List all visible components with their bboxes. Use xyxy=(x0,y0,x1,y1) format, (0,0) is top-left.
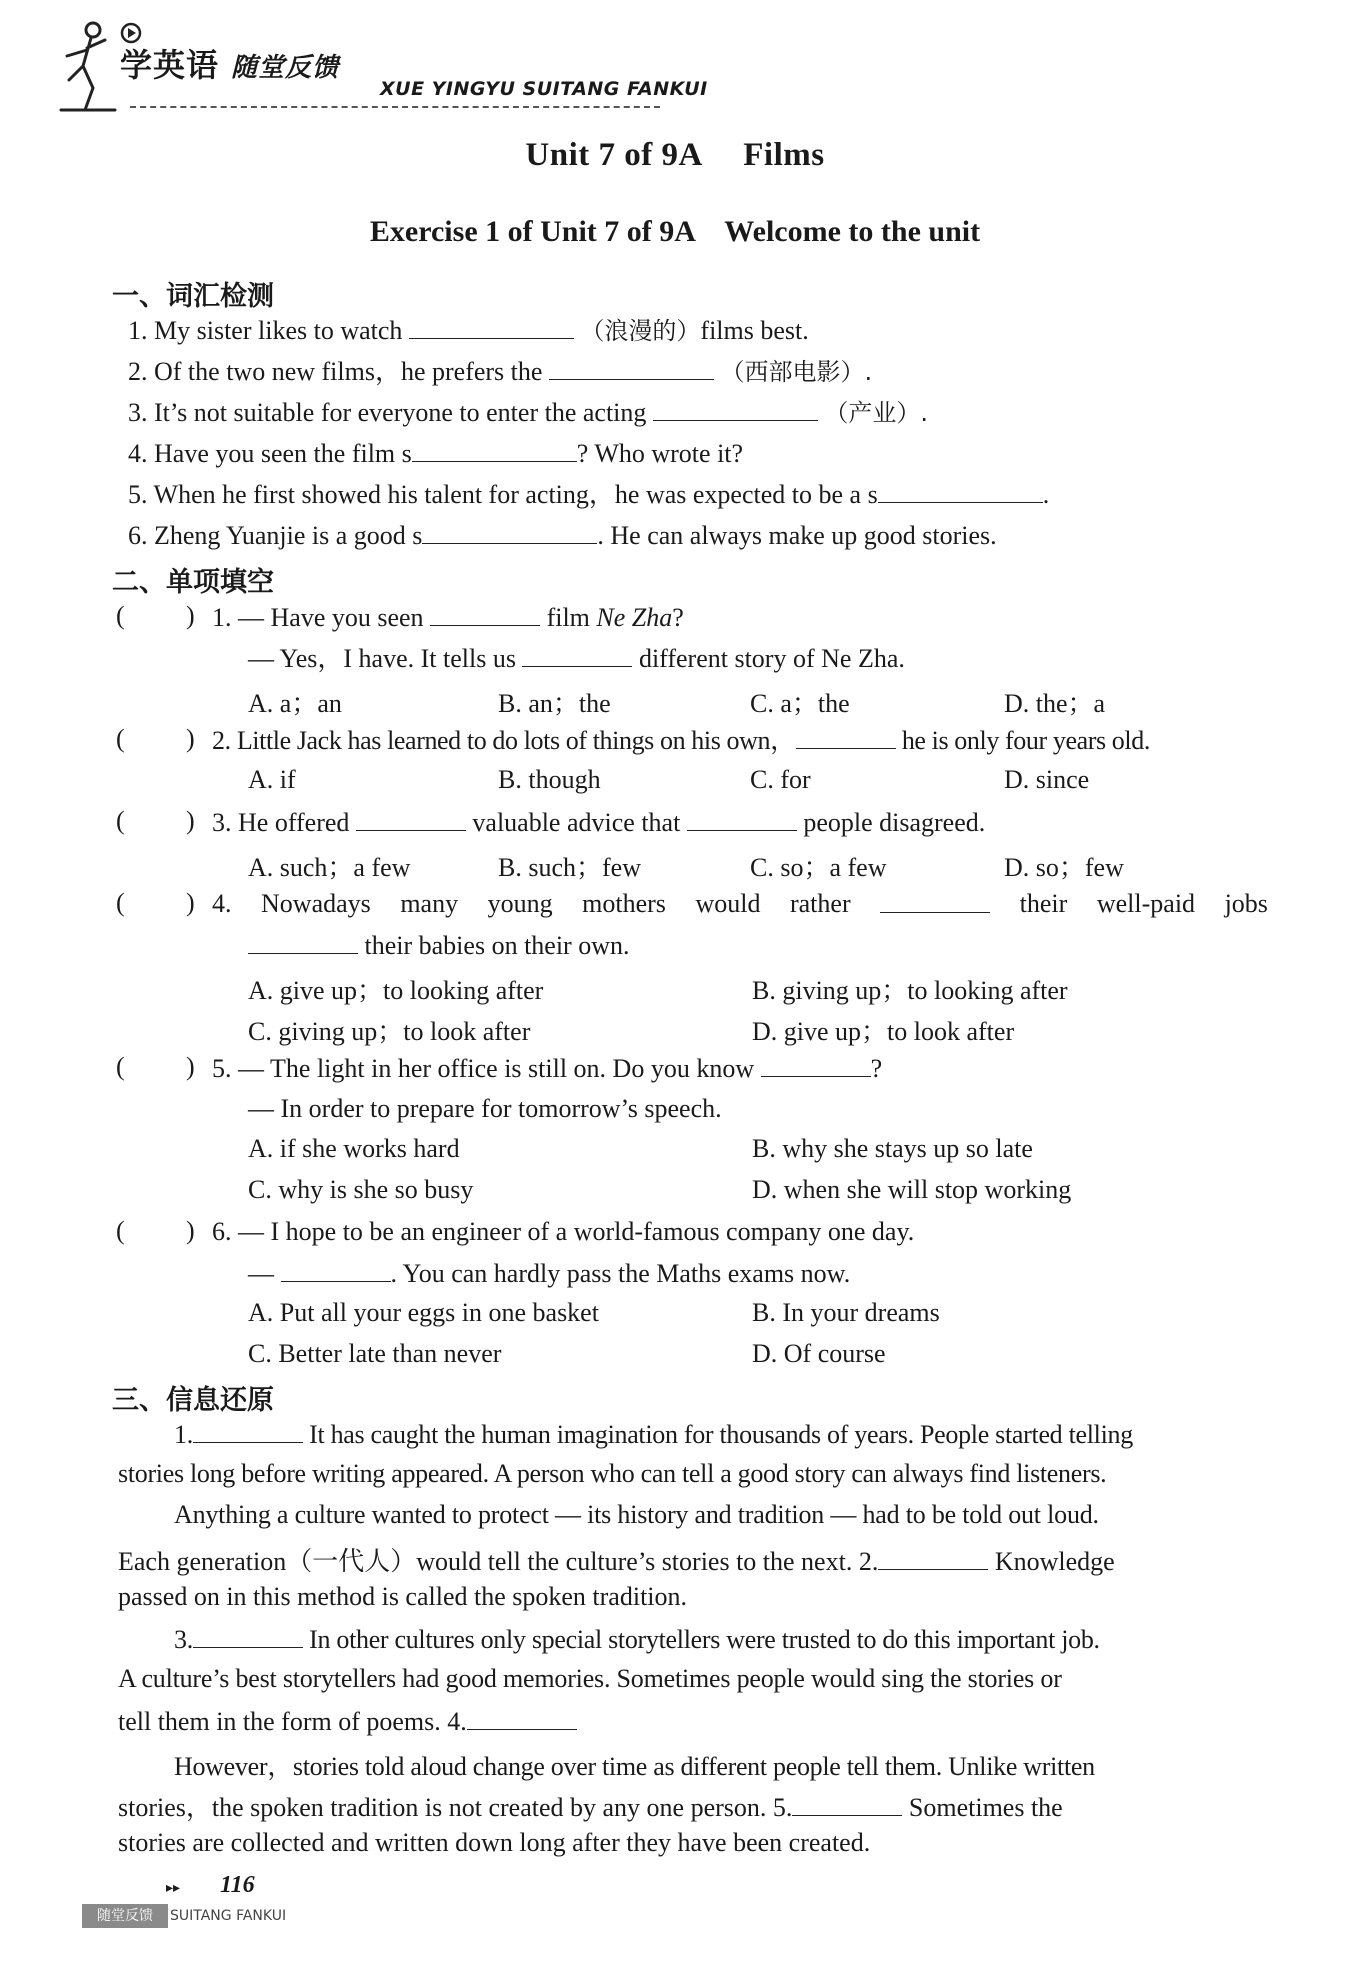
section2-heading: 二、单项填空 xyxy=(112,567,274,598)
footer-label-cn: 随堂反馈 xyxy=(82,1904,168,1928)
passage-p2-line2: Each generation（一代人）would tell the culture’s stories to the next. 2. Knowledge xyxy=(118,1547,1115,1576)
answer-paren-open-3: ( xyxy=(116,806,125,835)
mc-q6-option-a[interactable]: A. Put all your eggs in one basket xyxy=(248,1298,599,1327)
mc-q6-blank[interactable] xyxy=(281,1257,391,1282)
passage-blank-1[interactable] xyxy=(193,1418,303,1443)
passage-p3-line1: 3. In other cultures only special storytellers were trusted to do this important job. xyxy=(174,1625,1100,1654)
mc-q4-line2: their babies on their own. xyxy=(248,929,630,961)
answer-paren-close-5: ) xyxy=(186,1052,195,1081)
passage-p4-line1: However，stories told aloud change over time as different people tell them. Unlike written xyxy=(174,1752,1095,1781)
mc-q1-blank-a[interactable] xyxy=(430,601,540,626)
mc-q5-option-d[interactable]: D. when she will stop working xyxy=(752,1175,1072,1204)
mc-q5-option-c[interactable]: C. why is she so busy xyxy=(248,1175,474,1204)
mc-q5-line1: 5. — The light in her office is still on. Do you know ? xyxy=(212,1054,883,1083)
answer-paren-close-4: ) xyxy=(186,888,195,917)
passage-p4-line3: stories are collected and written down long after they have been created. xyxy=(118,1828,871,1857)
vocab-item-1: 1. My sister likes to watch （浪漫的）films best. xyxy=(128,316,809,345)
footer-arrow-icon: ▸▸ xyxy=(166,1881,181,1896)
vocab-item-3: 3. It’s not suitable for everyone to enter the acting （产业）. xyxy=(128,398,929,427)
vocab-item-5: 5. When he first showed his talent for acting，he was expected to be a s . xyxy=(128,480,1050,509)
mc-q1-line1: 1. — Have you seen film Ne Zha? xyxy=(212,603,684,632)
header-logo-cn: 学英语 随堂反馈 xyxy=(120,46,340,84)
mc-q1-option-a[interactable]: A. a；an xyxy=(248,689,342,718)
mc-q2-option-d[interactable]: D. since xyxy=(1004,765,1090,794)
mc-q3-option-b[interactable]: B. such；few xyxy=(498,853,641,882)
mc-q3-option-a[interactable]: A. such；a few xyxy=(248,853,411,882)
answer-paren-open-1: ( xyxy=(116,601,125,630)
mc-q5-option-b[interactable]: B. why she stays up so late xyxy=(752,1134,1033,1163)
vocab-item-2: 2. Of the two new films，he prefers the （西部电影）. xyxy=(128,357,873,386)
page-number: 116 xyxy=(220,1872,255,1898)
passage-p3-line3: tell them in the form of poems. 4. xyxy=(118,1705,577,1737)
vocab-blank-2[interactable] xyxy=(549,355,714,380)
vocab-blank-4[interactable] xyxy=(412,437,577,462)
vocab-blank-5[interactable] xyxy=(878,478,1043,503)
answer-paren-close-1: ) xyxy=(186,601,195,630)
vocab-item-6: 6. Zheng Yuanjie is a good s . He can always make up good stories. xyxy=(128,521,997,550)
mc-q3-option-c[interactable]: C. so；a few xyxy=(750,853,887,882)
vocab-item-4: 4. Have you seen the film s ? Who wrote it? xyxy=(128,439,744,468)
answer-paren-close-2: ) xyxy=(186,724,195,753)
mc-q6-option-b[interactable]: B. In your dreams xyxy=(752,1298,940,1327)
answer-paren-close-3: ) xyxy=(186,806,195,835)
mc-q6-line2: — . You can hardly pass the Maths exams now. xyxy=(248,1259,851,1288)
mc-q1-line2: — Yes，I have. It tells us different story of Ne Zha. xyxy=(248,644,905,673)
passage-blank-2[interactable] xyxy=(878,1545,988,1570)
passage-p1-line2: stories long before writing appeared. A person who can tell a good story can always find listeners. xyxy=(118,1459,1107,1488)
mc-q4-option-a[interactable]: A. give up；to looking after xyxy=(248,976,544,1005)
passage-p4-line2: stories，the spoken tradition is not created by any one person. 5. Sometimes the xyxy=(118,1793,1063,1822)
mc-q2-line1: 2. Little Jack has learned to do lots of things on his own， he is only four years old. xyxy=(212,726,1150,755)
mc-q1-option-d[interactable]: D. the；a xyxy=(1004,689,1106,718)
passage-p2-line1: Anything a culture wanted to protect — its history and tradition — had to be told out loud. xyxy=(174,1500,1099,1529)
running-figure-icon xyxy=(55,18,125,114)
passage-p2-line3: passed on in this method is called the spoken tradition. xyxy=(118,1582,688,1611)
section3-heading: 三、信息还原 xyxy=(112,1385,274,1416)
mc-q2-option-a[interactable]: A. if xyxy=(248,765,296,794)
mc-q5-line2: — In order to prepare for tomorrow’s speech. xyxy=(248,1094,722,1123)
mc-q2-blank[interactable] xyxy=(796,724,896,749)
passage-blank-5[interactable] xyxy=(792,1791,902,1816)
mc-q6-option-c[interactable]: C. Better late than never xyxy=(248,1339,502,1368)
vocab-blank-1[interactable] xyxy=(409,314,574,339)
vocab-blank-6[interactable] xyxy=(422,519,597,544)
mc-q4-option-b[interactable]: B. giving up；to looking after xyxy=(752,976,1068,1005)
mc-q3-line1: 3. He offered valuable advice that people disagreed. xyxy=(212,808,986,837)
answer-paren-open-5: ( xyxy=(116,1052,125,1081)
mc-q1-option-c[interactable]: C. a；the xyxy=(750,689,850,718)
footer-label-en: SUITANG FANKUI xyxy=(170,1908,287,1924)
answer-paren-close-6: ) xyxy=(186,1216,195,1245)
mc-q1-blank-b[interactable] xyxy=(522,642,632,667)
header-logo-cn-sub: 随堂反馈 xyxy=(231,53,340,83)
mc-q2-option-b[interactable]: B. though xyxy=(498,765,601,794)
exercise-title: Exercise 1 of Unit 7 of 9A Welcome to the unit xyxy=(369,215,981,248)
mc-q3-option-d[interactable]: D. so；few xyxy=(1004,853,1124,882)
header-divider xyxy=(130,106,660,108)
answer-paren-open-6: ( xyxy=(116,1216,125,1245)
mc-q2-option-c[interactable]: C. for xyxy=(750,765,811,794)
section1-heading: 一、词汇检测 xyxy=(112,281,274,312)
mc-q4-option-c[interactable]: C. giving up；to look after xyxy=(248,1017,531,1046)
mc-q3-blank-a[interactable] xyxy=(356,806,466,831)
mc-q3-blank-b[interactable] xyxy=(687,806,797,831)
passage-p1-line1: 1. It has caught the human imagination for thousands of years. People started telling xyxy=(174,1420,1133,1449)
answer-paren-open-2: ( xyxy=(116,724,125,753)
answer-paren-open-4: ( xyxy=(116,888,125,917)
mc-q5-option-a[interactable]: A. if she works hard xyxy=(248,1134,460,1163)
passage-blank-4[interactable] xyxy=(467,1705,577,1730)
header-logo-en: XUE YINGYU SUITANG FANKUI xyxy=(380,78,708,100)
mc-q6-line1: 6. — I hope to be an engineer of a world-famous company one day. xyxy=(212,1217,915,1246)
mc-q5-blank[interactable] xyxy=(761,1052,871,1077)
mc-q4-blank-b[interactable] xyxy=(248,929,358,954)
mc-q4-line1: 4. Nowadays many young mothers would rather their well-paid jobs xyxy=(212,889,1268,918)
mc-q6-option-d[interactable]: D. Of course xyxy=(752,1339,886,1368)
mc-q4-option-d[interactable]: D. give up；to look after xyxy=(752,1017,1015,1046)
passage-blank-3[interactable] xyxy=(193,1623,303,1648)
unit-title: Unit 7 of 9A Films xyxy=(525,137,825,173)
mc-q1-option-b[interactable]: B. an；the xyxy=(498,689,611,718)
vocab-blank-3[interactable] xyxy=(653,396,818,421)
passage-p3-line2: A culture’s best storytellers had good memories. Sometimes people would sing the stories or xyxy=(118,1664,1062,1693)
mc-q4-blank-a[interactable] xyxy=(880,888,990,913)
